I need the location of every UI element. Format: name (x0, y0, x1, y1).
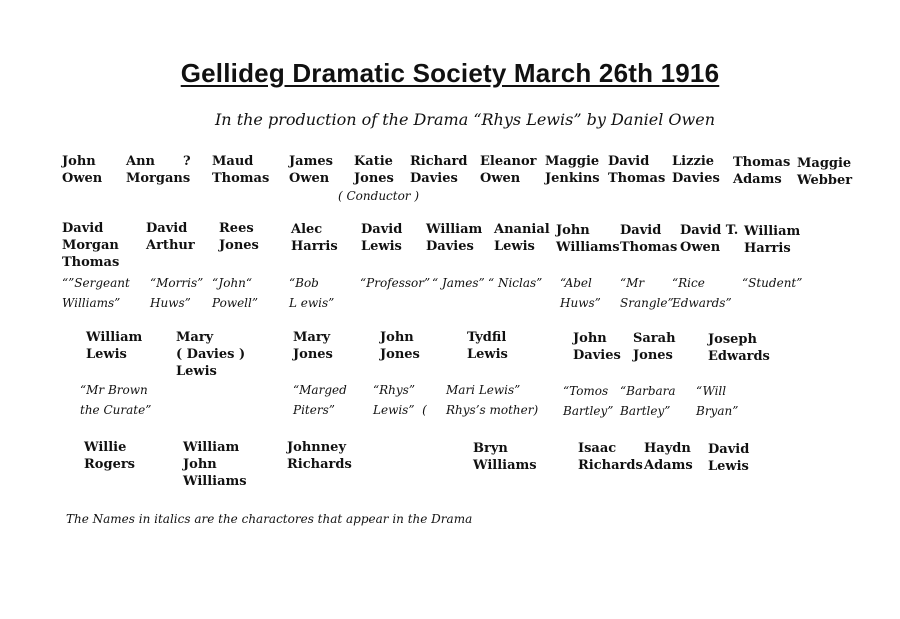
cast-name: David Thomas (608, 154, 666, 186)
role-note: “Rhys” Lewis” ( (373, 383, 427, 417)
cast-name: Bryn Williams (473, 441, 537, 473)
role-note: “Will Bryan” (696, 384, 739, 418)
cast-name: David Arthur (146, 221, 195, 253)
cast-name: Ann Morgans (126, 154, 191, 186)
cast-name: Eleanor Owen (480, 154, 537, 186)
cast-name: Willie Rogers (84, 440, 136, 472)
role-note: ( Conductor ) (338, 189, 420, 203)
role-note: “Marged Piters” (293, 383, 347, 417)
cast-name: Maggie Webber (797, 156, 853, 188)
cast-name: Sarah Jones (633, 331, 676, 363)
role-note: Mari Lewis” Rhys’s mother) (446, 383, 539, 417)
cast-name: Katie Jones (354, 154, 394, 186)
cast-name: David Lewis (361, 222, 403, 254)
cast-name: William John Williams (183, 440, 247, 489)
cast-name: Alec Harris (291, 222, 338, 254)
cast-name: Rees Jones (219, 221, 259, 253)
cast-name: Ananial Lewis (494, 222, 550, 254)
cast-name: Lizzie Davies (672, 154, 720, 186)
role-note: “Student” (742, 276, 803, 290)
footer-note: The Names in italics are the charactores that appear in the Drama (66, 512, 473, 526)
document-subtitle: In the production of the Drama “Rhys Lewis” by Daniel Owen (214, 110, 715, 129)
cast-name: ? (183, 154, 191, 169)
cast-name: David T. Owen (680, 223, 739, 255)
cast-name: James Owen (289, 154, 333, 186)
cast-name: Tydfil Lewis (467, 330, 508, 362)
role-note: “ James” (432, 276, 485, 290)
cast-name: Thomas Adams (733, 155, 791, 187)
role-note: “Abel Huws” (560, 276, 601, 310)
cast-name: William Davies (426, 222, 483, 254)
cast-name: Isaac Richards (578, 441, 643, 473)
cast-name: John Jones (380, 330, 420, 362)
cast-name: Maggie Jenkins (545, 154, 600, 186)
cast-name: Richard Davies (410, 154, 468, 186)
role-note: “Bob L ewis” (289, 276, 335, 310)
role-note: “Barbara Bartley” (620, 384, 676, 418)
cast-name: David Morgan Thomas (62, 221, 120, 270)
cast-name: Johnney Richards (287, 440, 352, 472)
cast-name: Haydn Adams (644, 441, 693, 473)
cast-name: Joseph Edwards (708, 332, 770, 364)
cast-name: John Davies (573, 331, 621, 363)
role-note: “”Sergeant Williams” (62, 276, 130, 310)
cast-name: David Thomas (620, 223, 678, 255)
role-note: “Mr Brown the Curate” (80, 383, 152, 417)
cast-name: Mary ( Davies ) Lewis (176, 330, 246, 379)
cast-name: John Owen (62, 154, 103, 186)
role-note: “Rice Edwards” (672, 276, 732, 310)
role-note: “John“ Powell” (212, 276, 258, 310)
role-note: “Tomos Bartley” (563, 384, 614, 418)
cast-name: John Williams (556, 223, 620, 255)
role-note: “Mr Srangle” (620, 276, 674, 310)
cast-name: David Lewis (708, 442, 750, 474)
cast-name: Mary Jones (293, 330, 333, 362)
cast-name: Maud Thomas (212, 154, 270, 186)
document-title: Gellideg Dramatic Society March 26th 1916 (180, 58, 720, 88)
role-note: “ Niclas” (488, 276, 543, 290)
role-note: “Morris” Huws” (150, 276, 204, 310)
cast-name: William Harris (744, 224, 801, 256)
role-note: “Professor” (360, 276, 431, 290)
cast-name: William Lewis (86, 330, 143, 362)
